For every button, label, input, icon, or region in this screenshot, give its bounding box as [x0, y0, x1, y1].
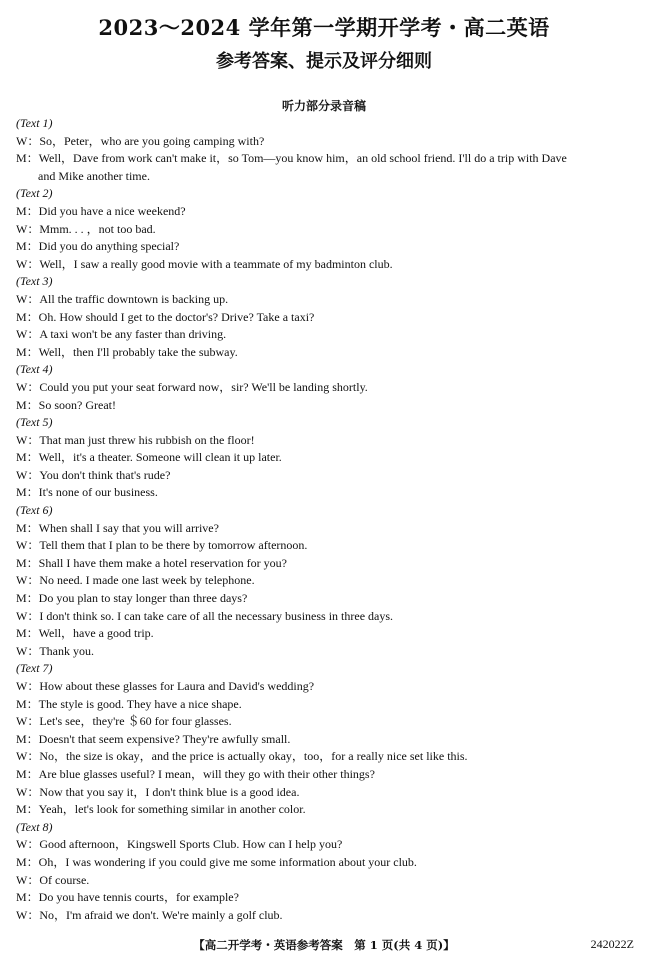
text-number-label: (Text 1): [16, 116, 53, 130]
footer-code: 242022Z: [590, 937, 634, 951]
text-number-label: (Text 2): [16, 186, 53, 201]
transcript-line: and Mike another time.: [38, 168, 150, 183]
transcript-line: M：Did you have a nice weekend?: [16, 203, 186, 218]
transcript-line: M：Oh，I was wondering if you could give me some information about your club.: [16, 854, 417, 869]
transcript-line: W：You don't think that's rude?: [16, 467, 171, 482]
transcript-line: M：When shall I say that you will arrive?: [16, 520, 219, 535]
section-title: 听力部分录音稿: [281, 99, 366, 113]
transcript-line: W：A taxi won't be any faster than driving.: [16, 327, 227, 342]
text-number-label: (Text 3): [16, 274, 53, 289]
transcript-line: M：Oh. How should I get to the doctor's? Drive? Take a taxi?: [16, 309, 315, 324]
transcript-line: M：Do you plan to stay longer than three days?: [16, 591, 248, 606]
transcript-line: W：Thank you.: [16, 643, 94, 658]
transcript-line: W：I don't think so. I can take care of all the necessary business in three days.: [16, 608, 394, 623]
transcript-line: M：Well，it's a theater. Someone will clean it up later.: [16, 450, 282, 465]
transcript-line: W：All the traffic downtown is backing up.: [16, 291, 229, 306]
transcript-line: M：Do you have tennis courts，for example?: [16, 890, 239, 905]
transcript-line: W：Of course.: [16, 872, 90, 887]
transcript-line: W：No，I'm afraid we don't. We're mainly a golf club.: [16, 907, 283, 922]
transcript-line: W：So，Peter，who are you going camping with?: [16, 133, 265, 148]
transcript-line: M：Shall I have them make a hotel reservation for you?: [16, 555, 287, 570]
transcript-line: W：No，the size is okay，and the price is actually okay，too，for a really nice set like this.: [16, 749, 468, 764]
transcript-line: W：How about these glasses for Laura and David's wedding?: [16, 679, 315, 693]
transcript-line: M：Well，Dave from work can't make it，so Tom—you know him，an old school friend. I'll do a trip with Dave: [16, 151, 567, 166]
transcript-line: W：Mmm. . . ，not too bad.: [16, 221, 156, 236]
transcript-line: W：Could you put your seat forward now，sir? We'll be landing shortly.: [16, 379, 368, 394]
transcript-line: W：No need. I made one last week by telephone.: [16, 573, 255, 588]
transcript-line: M：So soon? Great!: [16, 397, 116, 412]
transcript-line: M：It's none of our business.: [16, 485, 158, 500]
page-footer: [0, 937, 648, 957]
transcript-line: W：Good afternoon，Kingswell Sports Club. How can I help you?: [16, 837, 343, 852]
transcript-line: M：Well，then I'll probably take the subway.: [16, 344, 238, 359]
transcript-line: M：Well，have a good trip.: [16, 626, 154, 641]
transcript-body: [16, 115, 640, 924]
transcript-line: W：Tell them that I plan to be there by tomorrow afternoon.: [16, 538, 308, 553]
text-number-label: (Text 8): [16, 819, 53, 834]
transcript-line: W：Now that you say it，I don't think blue is a good idea.: [16, 784, 300, 799]
page-title: 2023～2024 学年第一学期开学考・高二英语: [98, 15, 550, 40]
transcript-line: W：Let's see，they're ＄60 for four glasses.: [16, 714, 232, 729]
page-subtitle: 参考答案、提示及评分细则: [216, 51, 432, 72]
text-number-label: (Text 5): [16, 415, 53, 430]
transcript-line: M：Did you do anything special?: [16, 239, 180, 254]
text-number-label: (Text 6): [16, 503, 53, 518]
transcript-line: M：Yeah，let's look for something similar in another color.: [16, 802, 306, 817]
text-number-label: (Text 7): [16, 661, 53, 676]
transcript-line: W：Well，I saw a really good movie with a teammate of my badminton club.: [16, 256, 393, 271]
transcript-line: M：The style is good. They have a nice shape.: [16, 696, 242, 711]
footer-page-info: 【高二开学考・英语参考答案 第 1 页(共 4 页)】: [193, 938, 455, 952]
text-number-label: (Text 4): [16, 362, 53, 377]
transcript-line: M：Are blue glasses useful? I mean，will they go with their other things?: [16, 766, 375, 781]
transcript-line: M：Doesn't that seem expensive? They're awfully small.: [16, 731, 291, 746]
transcript-line: W：That man just threw his rubbish on the floor!: [16, 432, 255, 447]
